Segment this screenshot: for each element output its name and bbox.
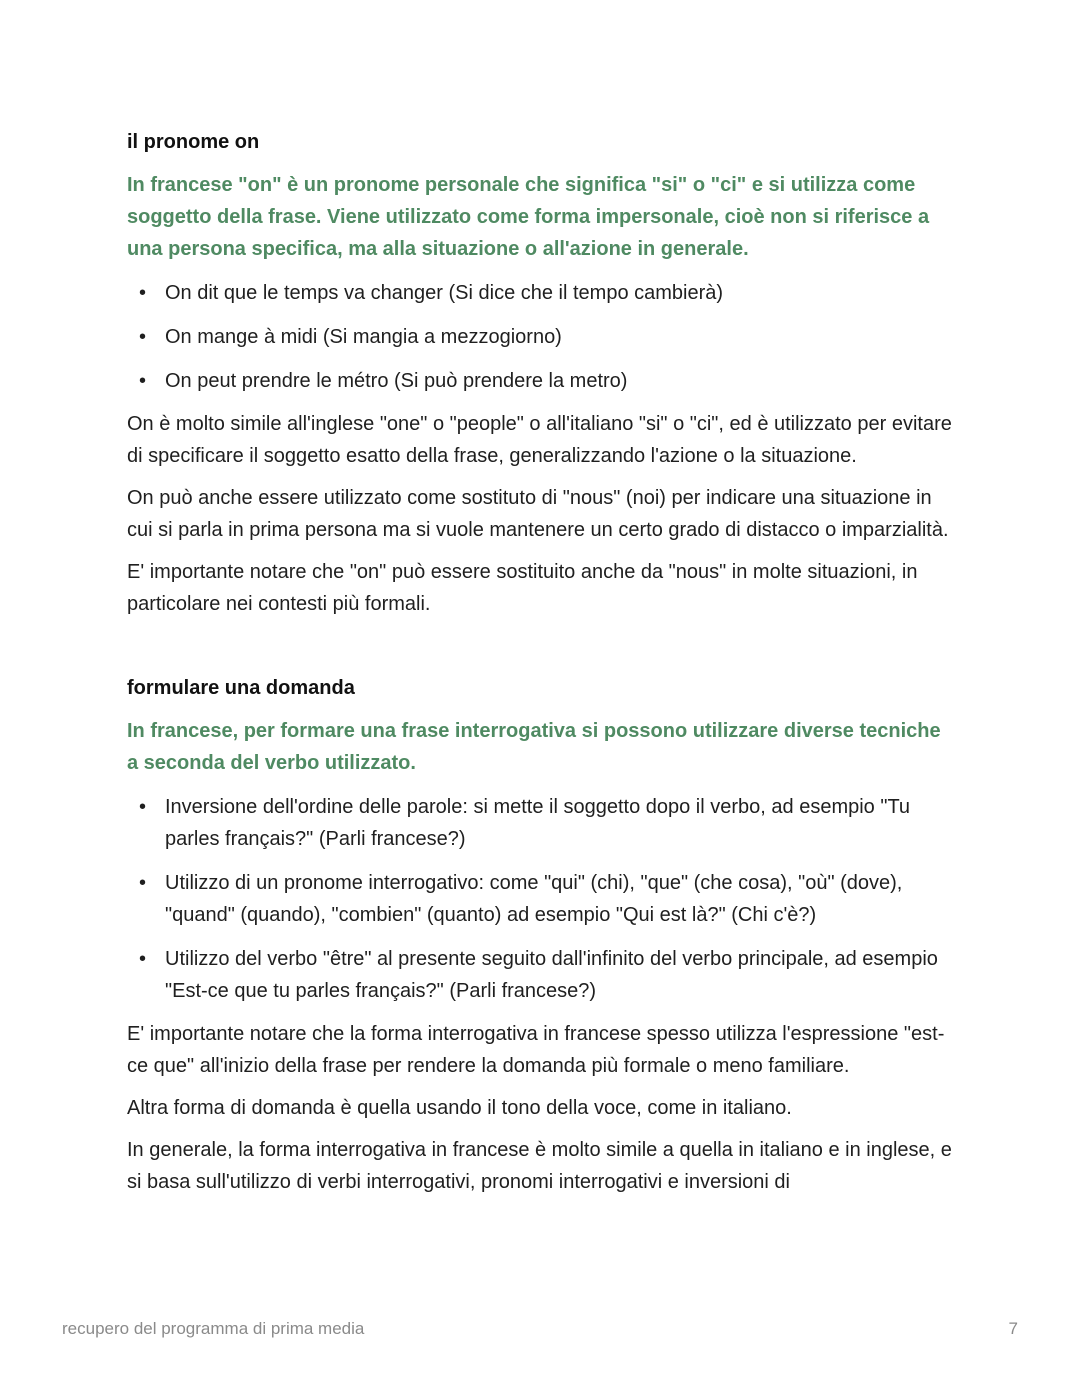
paragraph: On può anche essere utilizzato come sostituto di "nous" (noi) per indicare una situazione in cui si parla in prima persona ma si vuole mantenere un certo grado di distacco o imparzialità. <box>127 487 949 541</box>
technique-list <box>127 791 957 1007</box>
list-item: • On dit que le temps va changer (Si dice che il tempo cambierà) <box>127 277 957 309</box>
page-content <box>127 126 957 1198</box>
list-item: • Inversione dell'ordine delle parole: si mette il soggetto dopo il verbo, ad esempio "Tu parles français?" (Parli francese?) <box>127 791 957 855</box>
section-intro: In francese "on" è un pronome personale che significa "si" o "ci" e si utilizza come soggetto della frase. Viene utilizzato come forma impersonale, cioè non si riferisce a una persona specifica, ma alla situazione o all'azione in generale. <box>127 174 930 260</box>
example-list <box>127 277 957 397</box>
paragraph: E' importante notare che "on" può essere sostituito anche da "nous" in molte situazioni, in particolare nei contesti più formali. <box>127 561 918 615</box>
section-intro: In francese, per formare una frase interrogativa si possono utilizzare diverse tecniche a seconda del verbo utilizzato. <box>127 720 941 774</box>
list-item: • On mange à midi (Si mangia a mezzogiorno) <box>127 321 957 353</box>
paragraph: On è molto simile all'inglese "one" o "people" o all'italiano "si" o "ci", ed è utilizzato per evitare di specificare il soggetto esatto della frase, generalizzando l'azione o la situazione. <box>127 413 952 467</box>
list-item: • Utilizzo del verbo "être" al presente seguito dall'infinito del verbo principale, ad esempio "Est-ce que tu parles français?" (Parli francese?) <box>127 943 957 1007</box>
paragraph: In generale, la forma interrogativa in francese è molto simile a quella in italiano e in inglese, e si basa sull'utilizzo di verbi interrogativi, pronomi interrogativi e inversioni di <box>127 1139 952 1193</box>
paragraph: Altra forma di domanda è quella usando il tono della voce, come in italiano. <box>127 1097 792 1119</box>
section-title-domanda: formulare una domanda <box>127 677 355 699</box>
footer-label: recupero del programma di prima media <box>62 1319 365 1338</box>
section-title-pronome-on: il pronome on <box>127 131 260 153</box>
page-number: 7 <box>1008 1319 1018 1338</box>
paragraph: E' importante notare che la forma interrogativa in francese spesso utilizza l'espressione "est-ce que" all'inizio della frase per rendere la domanda più formale o meno familiare. <box>127 1023 945 1077</box>
list-item: • On peut prendre le métro (Si può prendere la metro) <box>127 365 957 397</box>
list-item: • Utilizzo di un pronome interrogativo: come "qui" (chi), "que" (che cosa), "où" (dove), "quand" (quando), "combien" (quanto) ad esempio "Qui est là?" (Chi c'è?) <box>127 867 957 931</box>
